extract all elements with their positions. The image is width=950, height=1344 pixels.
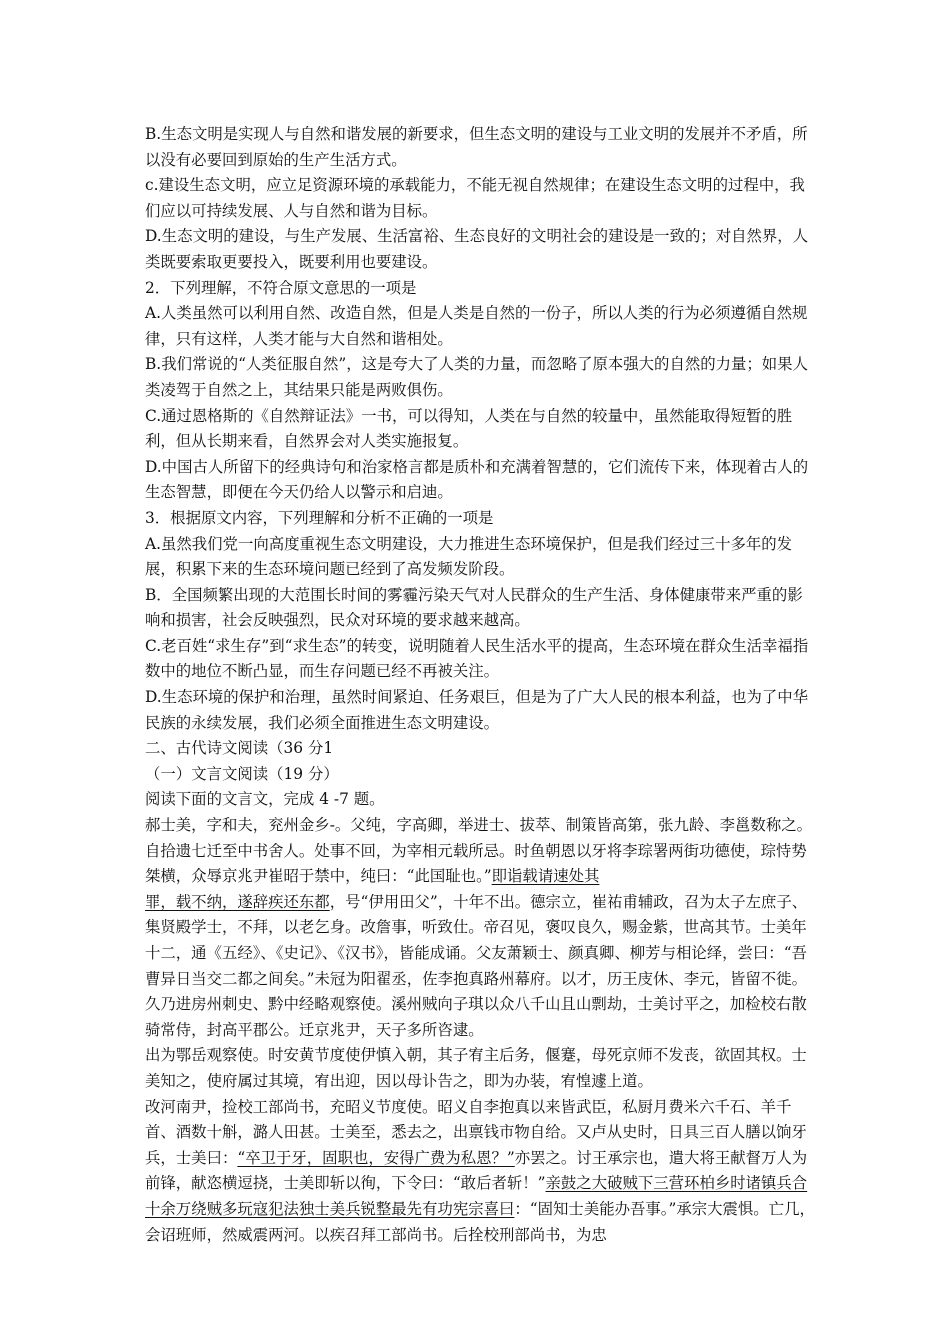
passage-paragraph-1 <box>145 813 815 1043</box>
question-2-option-d: D.中国古人所留下的经典诗句和治家格言都是质朴和充满着智慧的，它们流传下来，体现着古人的生态智慧，即便在今天仍给人以警示和启迪。 <box>145 457 809 502</box>
underlined-sentence-2: “卒卫于牙，固职也，安得广费为私恩？” <box>237 1148 515 1167</box>
question-3-option-b: B．全国频繁出现的大范围长时间的雾霾污染天气对人民群众的生产生活、身体健康带来严重的影响和损害，社会反映强烈，民众对环境的要求越来越高。 <box>145 585 803 630</box>
option-c-ecology: c.建设生态文明，应立足资源环境的承载能力，不能无视自然规律；在建设生态文明的过程中，我们应以可持续发展、人与自然和谐为目标。 <box>145 176 805 220</box>
underlined-sentence-1a: 即诣载请速处其 <box>491 867 600 886</box>
question-3-option-c: C.老百姓“求生存”到“求生态”的转变，说明随着人民生活水平的提高，生态环境在群众生活幸福指数中的地位不断凸显，而生存问题已经不再被关注。 <box>145 636 809 681</box>
question-3-option-a: A.虽然我们党一向高度重视生态文明建设，大力推进生态环境保护，但是我们经过三十多年的发展，积累下来的生态环境问题已经到了高发频发阶段。 <box>145 534 793 579</box>
passage-paragraph-2: 出为鄂岳观察使。时安黄节度使伊慎入朝，其子宥主后务，偃蹇，母死京师不发丧，欲固其权。士美知之，使府属过其境，宥出迎，因以母讣告之，即为办装，宥惶遽上道。 <box>145 1046 807 1090</box>
passage-text: 改河南尹，捡校工部尚书，充昭义节度使。昭义自李抱真以来皆武臣，私厨月费米六千石、羊千首、酒数十斛，潞人田甚。士美至，悉去之，出禀钱市物自给。又卢从史时，日具三百人膳以饷牙兵，士美曰： <box>145 1097 807 1167</box>
underlined-sentence-3: 亲鼓之大破贼下三营环柏乡时诸镇兵合十余万绕贼多玩寇犯法独士美兵锐整最先有功宪宗喜曰 <box>145 1174 808 1218</box>
document-page <box>145 122 815 1248</box>
question-2: 2．下列理解，不符合原文意思的一项是 <box>145 278 417 297</box>
passage-paragraph-3 <box>145 1095 815 1249</box>
question-3: 3．根据原文内容，下列理解和分析不正确的一项是 <box>145 508 494 527</box>
option-d-ecology: D.生态文明的建设，与生产发展、生活富裕、生态良好的文明社会的建设是一致的；对自然界，人类既要索取更要投入，既要利用也要建设。 <box>145 227 809 271</box>
passage-text: 郝士美，字和夫，兖州金乡-。父纯，字高卿，举进士、拔萃、制策皆高第，张九龄、李邕数称之。自拾遗七迁至中书舍人。处事不回，为宰相元载所忌。时鱼朝恩以牙将李琮署两街功德使，琮恃势桀横，众辱京兆尹崔昭于禁中，纯曰：“此国耻也。” <box>145 816 812 886</box>
passage-text: ：“固知士美能办吾事。”承宗大震惧。亡几，会诏班师，然威震两河。以疾召拜工部尚书。后拴校刑部尚书，为忠 <box>145 1199 815 1244</box>
section-heading-classical: 二、古代诗文阅读（36 分1 <box>145 739 334 758</box>
passage-text: ，号“伊用田父”，十年不出。德宗立，崔祐甫辅政，召为太子左庶子、集贤殿学士，不拜，以老乞身。改詹事，听致仕。帝召见，褒叹良久，赐金紫，世高其节。士美年十二，通《五经》、《史记》、《汉书》，皆能成诵。父友萧颖士、颜真卿、柳芳与相论绎，尝曰：“吾曹异日当交二都之间矣。”未冠为阳翟丞，佐李抱真路州幕府。以才，历王庋休、李元，皆留不徙。久乃进房州刺史、黔中经略观察使。溪州贼向子琪以众八千山且山剽劫，士美讨平之，加检校右散骑常侍，封高平郡公。迁京兆尹，天子多所咨逮。 <box>145 892 808 1039</box>
reading-instruction: 阅读下面的文言文，完成 4 -7 题。 <box>145 790 385 809</box>
underlined-sentence-1b: 罪，载不纳，遂辞疾还东都 <box>145 892 330 911</box>
question-3-option-d: D.生态环境的保护和治理，虽然时间紧迫、任务艰巨，但是为了广大人民的根本利益，也为了中华民族的永续发展，我们必须全面推进生态文明建设。 <box>145 688 809 732</box>
question-2-option-b: B.我们常说的“人类征服自然”，这是夸大了人类的力量，而忽略了原本强大的自然的力量；如果人类凌驾于自然之上，其结果只能是两败俱伤。 <box>145 355 808 399</box>
subsection-heading-wenyan: （一）文言文阅读（19 分） <box>145 764 339 783</box>
question-2-option-c: C.通过恩格斯的《自然辩证法》一书，可以得知，人类在与自然的较量中，虽然能取得短暂的胜利，但从长期来看，自然界会对人类实施报复。 <box>145 406 793 451</box>
option-b-ecology: B.生态文明是实现人与自然和谐发展的新要求，但生态文明的建设与工业文明的发展并不矛盾，所以没有必要回到原始的生产生活方式。 <box>145 125 808 169</box>
passage-text: 亦罢之。讨王承宗也，遣大将王献督万人为前锋，献恣横逗挠，士美即斩以徇，下令曰：“敢后者斩！” <box>145 1148 808 1193</box>
question-2-option-a: A.人类虽然可以利用自然、改造自然，但是人类是自然的一份子，所以人类的行为必须遵循自然规律，只有这样，人类才能与大自然和谐相处。 <box>145 304 808 348</box>
